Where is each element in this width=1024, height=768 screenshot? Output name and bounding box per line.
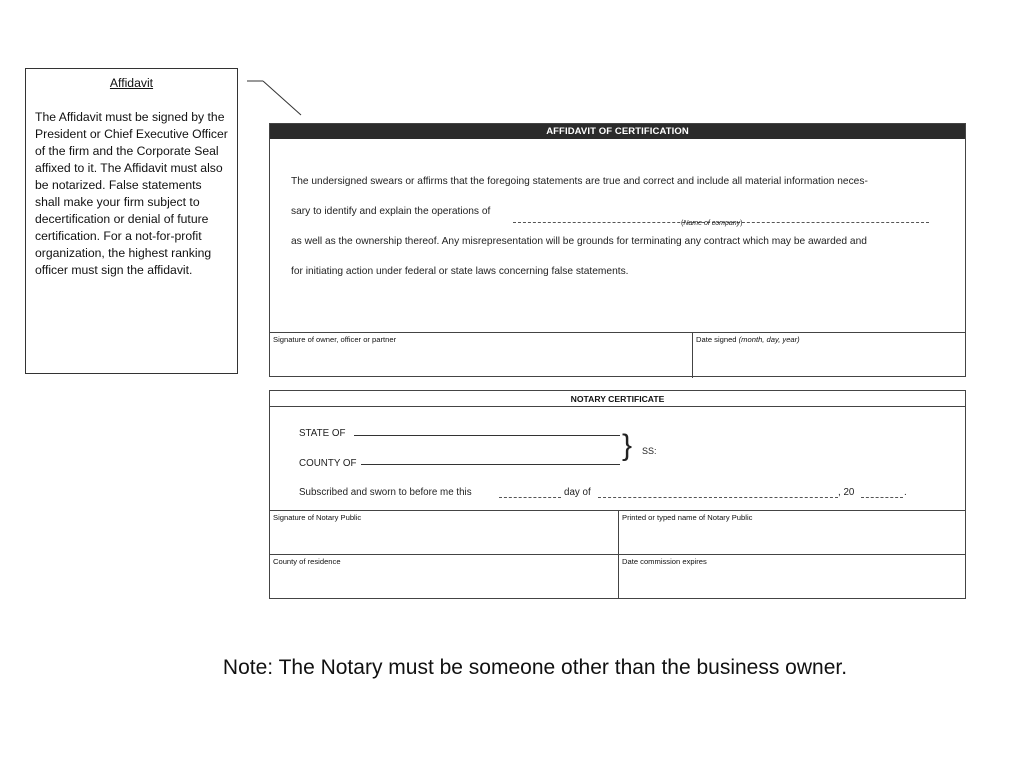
notary-row-2 <box>270 554 965 599</box>
owner-signature-field[interactable] <box>270 333 693 378</box>
sworn-month-field[interactable] <box>598 496 838 498</box>
ss-label: SS: <box>642 446 657 456</box>
notary-header: NOTARY CERTIFICATE <box>270 391 965 407</box>
affidavit-signature-row <box>270 332 965 378</box>
owner-signature-label: Signature of owner, officer or partner <box>273 335 397 344</box>
affidavit-callout <box>25 68 238 374</box>
notary-row-1 <box>270 510 965 555</box>
county-field[interactable] <box>361 463 620 465</box>
notary-name-field[interactable] <box>619 511 965 555</box>
county-residence-field[interactable] <box>270 555 619 599</box>
sworn-year-field[interactable] <box>861 496 903 498</box>
sworn-text-4: . <box>904 487 907 498</box>
affidavit-header: AFFIDAVIT OF CERTIFICATION <box>270 124 965 139</box>
affidavit-form <box>269 123 966 377</box>
commission-expires-field[interactable] <box>619 555 965 599</box>
footer-note: Note: The Notary must be someone other than the business owner. <box>222 656 848 679</box>
sworn-text-3: , 20 <box>838 487 855 498</box>
affidavit-line-3: as well as the ownership thereof. Any misrepresentation will be grounds for terminating any contract which may be awarded and <box>291 236 867 247</box>
affidavit-line-1: The undersigned swears or affirms that the foregoing statements are true and correct and include all material information neces- <box>291 176 868 187</box>
callout-body: The Affidavit must be signed by the President or Chief Executive Officer of the firm and the Corporate Seal affixed to it. The Affidavit must also be notarized. False statements shall make your firm subject to decertification or denial of future certification. For a not-for-profit organization, the highest ranking officer must sign the affidavit. <box>35 110 228 277</box>
date-signed-label: Date signed <box>696 335 737 344</box>
brace-symbol: } <box>622 429 633 462</box>
sworn-text-2: day of <box>564 487 591 498</box>
affidavit-line-2: sary to identify and explain the operations of <box>291 206 491 217</box>
notary-name-label: Printed or typed name of Notary Public <box>622 513 753 522</box>
notary-signature-field[interactable] <box>270 511 619 555</box>
date-signed-hint: (month, day, year) <box>738 335 800 344</box>
county-residence-label: County of residence <box>273 557 341 566</box>
notary-form <box>269 390 966 599</box>
state-label: STATE OF <box>299 428 346 439</box>
company-name-note: (Name of company) <box>681 220 743 227</box>
affidavit-line-4: for initiating action under federal or state laws concerning false statements. <box>291 266 629 277</box>
commission-expires-label: Date commission expires <box>622 557 707 566</box>
sworn-text-1: Subscribed and sworn to before me this <box>299 487 472 498</box>
callout-title: Affidavit <box>109 76 154 90</box>
state-field[interactable] <box>354 434 620 436</box>
sworn-day-field[interactable] <box>499 496 561 498</box>
date-signed-field[interactable] <box>693 333 965 378</box>
notary-signature-label: Signature of Notary Public <box>273 513 362 522</box>
county-label: COUNTY OF <box>299 458 357 469</box>
